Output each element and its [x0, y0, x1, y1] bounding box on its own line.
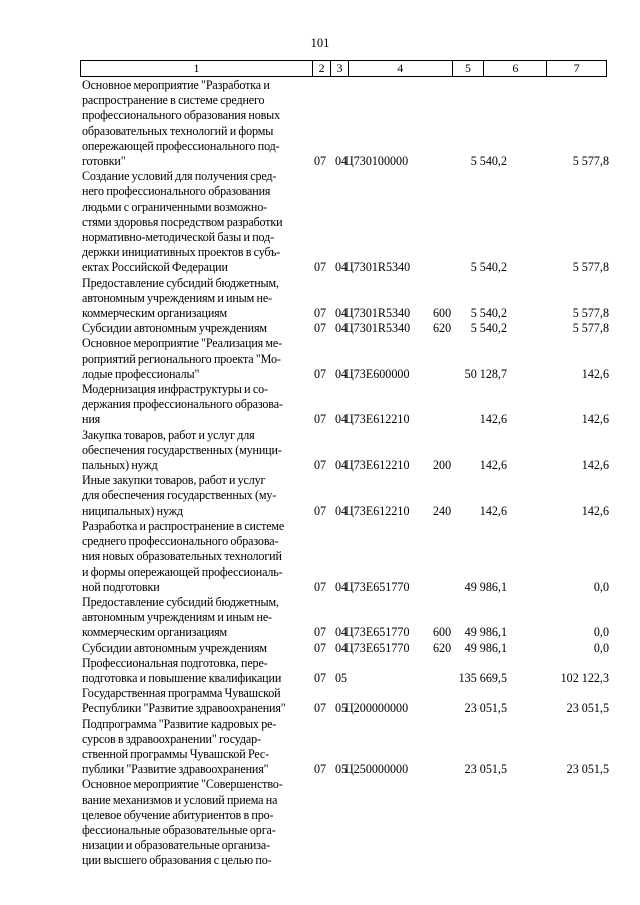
table-row — [82, 321, 609, 336]
target-article-code: Ц7301R5340 — [345, 321, 411, 336]
description-line: ственной программы Чувашской Рес- — [82, 746, 270, 761]
description-line: обеспечения государственных (муници- — [82, 442, 282, 457]
row-description — [82, 382, 308, 428]
description-line: коммерческим организациям — [82, 625, 228, 640]
description-line: подготовка и повышение квалификации — [82, 670, 282, 685]
section-code: 07 — [314, 154, 327, 169]
row-description — [82, 78, 308, 169]
row-description — [82, 686, 308, 716]
description-line: среднего профессионального образова- — [82, 534, 279, 549]
section-code: 07 — [314, 366, 327, 381]
amount-year-2: 5 577,8 — [572, 306, 609, 321]
amount-year-1: 49 986,1 — [464, 640, 507, 655]
row-description — [82, 717, 308, 778]
section-code: 07 — [314, 260, 327, 275]
amount-year-1: 142,6 — [479, 503, 507, 518]
table-header — [80, 60, 607, 77]
description-line: держания профессионального образова- — [82, 397, 283, 412]
table-row — [82, 641, 609, 656]
table-row — [82, 686, 609, 716]
description-line: нормативно-методической базы и под- — [82, 230, 274, 245]
target-article-code: Ц73Е651770 — [345, 579, 410, 594]
row-description — [82, 777, 308, 868]
amount-year-2: 23 051,5 — [566, 701, 609, 716]
row-description — [82, 169, 308, 275]
header-col-7: 7 — [573, 61, 580, 75]
header-col-1: 1 — [81, 61, 313, 76]
amount-year-2: 142,6 — [581, 458, 609, 473]
amount-year-2: 142,6 — [581, 412, 609, 427]
section-code: 07 — [314, 306, 327, 321]
amount-year-2: 5 577,8 — [572, 260, 609, 275]
target-article-code: Ц73Е612210 — [345, 458, 410, 473]
table-row — [82, 78, 609, 169]
description-line: Профессиональная подготовка, пере- — [82, 655, 268, 670]
description-line: сурсов в здравоохранении" государ- — [82, 731, 261, 746]
expense-type-code: 600 — [433, 625, 452, 640]
target-article-code: Ц73Е600000 — [345, 366, 410, 381]
amount-year-1: 135 669,5 — [458, 670, 507, 685]
description-line: Основное мероприятие "Совершенство- — [82, 777, 283, 792]
row-description — [82, 321, 308, 336]
table-row — [82, 717, 609, 778]
subsection-code: 05 — [335, 670, 348, 685]
row-description — [82, 473, 308, 519]
description-line: Предоставление субсидий бюджетным, — [82, 275, 279, 290]
description-line: Подпрограмма "Развитие кадровых ре- — [82, 716, 277, 731]
table-row — [82, 382, 609, 428]
expense-type-code: 620 — [433, 321, 452, 336]
description-line: Предоставление субсидий бюджетным, — [82, 594, 279, 609]
target-article-code: Ц7301R5340 — [345, 306, 411, 321]
table-row — [82, 169, 609, 275]
amount-year-2: 5 577,8 — [572, 321, 609, 336]
target-article-code: Ц730100000 — [345, 154, 409, 169]
table-row — [82, 428, 609, 474]
section-code: 07 — [314, 321, 327, 336]
target-article-code: Ц73Е651770 — [345, 640, 410, 655]
amount-year-1: 142,6 — [479, 412, 507, 427]
description-line: Государственная программа Чувашской — [82, 686, 281, 701]
description-line: Создание условий для получения сред- — [82, 169, 277, 184]
description-line: Разработка и распространение в системе — [82, 518, 285, 533]
description-line: ния новых образовательных технологий — [82, 549, 282, 564]
description-line: коммерческим организациям — [82, 306, 228, 321]
description-line: низации и образовательные организа- — [82, 838, 270, 853]
description-line: ектах Российской Федерации — [82, 260, 228, 275]
description-line: пальных) нужд — [82, 458, 158, 473]
description-line: ции высшего образования с целью по- — [82, 853, 272, 868]
row-description — [82, 641, 308, 656]
subsection-code: 04 — [335, 321, 348, 336]
description-line: публики "Развитие здравоохранения" — [82, 762, 269, 777]
subsection-code: 05 — [335, 701, 348, 716]
description-line: автономным учреждениям и иным не- — [82, 610, 272, 625]
expense-type-code: 200 — [433, 458, 452, 473]
subsection-code: 04 — [335, 458, 348, 473]
amount-year-2: 5 577,8 — [572, 154, 609, 169]
description-line: Республики "Развитие здравоохранения" — [82, 701, 286, 716]
description-line: роприятий регионального проекта "Мо- — [82, 351, 281, 366]
amount-year-1: 142,6 — [479, 458, 507, 473]
description-line: Основное мероприятие "Разработка и — [82, 78, 270, 92]
description-line: профессионального образования новых — [82, 108, 281, 123]
description-line: Модернизация инфраструктуры и со- — [82, 382, 268, 397]
section-code: 07 — [314, 412, 327, 427]
header-col-6: 6 — [484, 61, 547, 76]
section-code: 07 — [314, 458, 327, 473]
target-article-code: Ц250000000 — [345, 762, 409, 777]
description-line: для обеспечения государственных (му- — [82, 488, 277, 503]
section-code: 07 — [314, 579, 327, 594]
subsection-code: 04 — [335, 503, 348, 518]
amount-year-1: 5 540,2 — [470, 260, 507, 275]
table-row — [82, 336, 609, 382]
amount-year-1: 23 051,5 — [464, 701, 507, 716]
description-line: него профессионального образования — [82, 184, 271, 199]
description-line: ниципальных) нужд — [82, 503, 183, 518]
row-description — [82, 276, 308, 322]
description-line: Субсидии автономным учреждениям — [82, 640, 267, 655]
description-line: автономным учреждениям и иным не- — [82, 290, 272, 305]
description-line: целевое обучение абитуриентов в про- — [82, 807, 274, 822]
amount-year-1: 23 051,5 — [464, 762, 507, 777]
description-line: ния — [82, 412, 101, 427]
header-col-4: 4 — [349, 61, 453, 76]
subsection-code: 04 — [335, 306, 348, 321]
amount-year-1: 5 540,2 — [470, 321, 507, 336]
header-col-5: 5 — [453, 61, 485, 76]
subsection-code: 04 — [335, 260, 348, 275]
section-code: 07 — [314, 625, 327, 640]
target-article-code: Ц73Е612210 — [345, 503, 410, 518]
subsection-code: 04 — [335, 412, 348, 427]
target-article-code: Ц7301R5340 — [345, 260, 411, 275]
description-line: держки инициативных проектов в субъ- — [82, 245, 281, 260]
budget-table-body — [82, 78, 609, 869]
row-description — [82, 428, 308, 474]
section-code: 07 — [314, 670, 327, 685]
table-row — [82, 595, 609, 641]
description-line: стями здоровья посредством разработки — [82, 214, 283, 229]
description-line: и формы опережающей профессиональ- — [82, 564, 283, 579]
table-row — [82, 777, 609, 868]
row-description — [82, 519, 308, 595]
subsection-code: 04 — [335, 366, 348, 381]
amount-year-2: 102 122,3 — [560, 670, 609, 685]
description-line: образовательных технологий и формы — [82, 123, 274, 138]
expense-type-code: 620 — [433, 640, 452, 655]
amount-year-2: 0,0 — [593, 579, 609, 594]
section-code: 07 — [314, 701, 327, 716]
section-code: 07 — [314, 640, 327, 655]
amount-year-2: 142,6 — [581, 503, 609, 518]
description-line: вание механизмов и условий приема на — [82, 792, 278, 807]
amount-year-2: 0,0 — [593, 625, 609, 640]
table-row — [82, 276, 609, 322]
description-line: людьми с ограниченными возможно- — [82, 199, 267, 214]
row-description — [82, 595, 308, 641]
amount-year-1: 49 986,1 — [464, 625, 507, 640]
table-row — [82, 519, 609, 595]
amount-year-1: 5 540,2 — [470, 154, 507, 169]
amount-year-1: 5 540,2 — [470, 306, 507, 321]
amount-year-2: 23 051,5 — [566, 762, 609, 777]
subsection-code: 04 — [335, 579, 348, 594]
target-article-code: Ц73Е651770 — [345, 625, 410, 640]
description-line: ной подготовки — [82, 579, 160, 594]
section-code: 07 — [314, 762, 327, 777]
target-article-code: Ц200000000 — [345, 701, 409, 716]
target-article-code: Ц73Е612210 — [345, 412, 410, 427]
table-row — [82, 656, 609, 686]
table-row — [82, 473, 609, 519]
header-col-2: 2 — [313, 61, 331, 76]
section-code: 07 — [314, 503, 327, 518]
expense-type-code: 240 — [433, 503, 452, 518]
row-description — [82, 656, 308, 686]
amount-year-2: 0,0 — [593, 640, 609, 655]
subsection-code: 04 — [335, 640, 348, 655]
description-line: готовки" — [82, 154, 126, 169]
description-line: Основное мероприятие "Реализация ме- — [82, 336, 283, 351]
description-line: Иные закупки товаров, работ и услуг — [82, 473, 266, 488]
description-line: Субсидии автономным учреждениям — [82, 321, 267, 336]
subsection-code: 05 — [335, 762, 348, 777]
subsection-code: 04 — [335, 154, 348, 169]
amount-year-2: 142,6 — [581, 366, 609, 381]
description-line: опережающей профессионального под- — [82, 138, 280, 153]
page-number: 101 — [310, 36, 330, 50]
description-line: лодые профессионалы" — [82, 366, 200, 381]
row-description — [82, 336, 308, 382]
amount-year-1: 50 128,7 — [464, 366, 507, 381]
amount-year-1: 49 986,1 — [464, 579, 507, 594]
expense-type-code: 600 — [433, 306, 452, 321]
subsection-code: 04 — [335, 625, 348, 640]
header-col-3: 3 — [331, 61, 349, 76]
description-line: фессиональные образовательные орга- — [82, 822, 276, 837]
description-line: Закупка товаров, работ и услуг для — [82, 427, 255, 442]
description-line: распространение в системе среднего — [82, 93, 265, 108]
